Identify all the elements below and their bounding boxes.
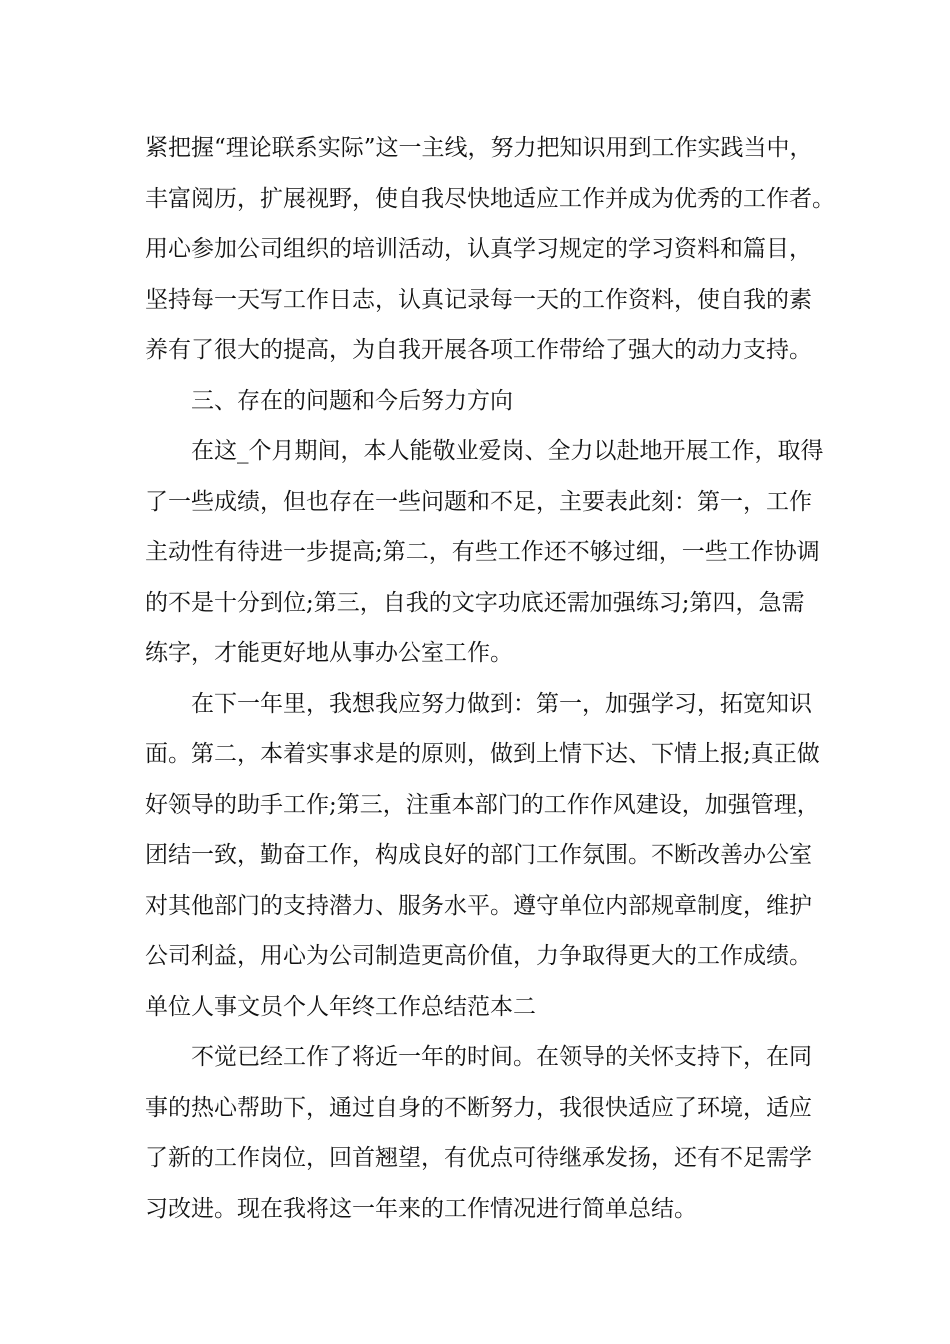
paragraph-line: 在这_个月期间，本人能敬业爱岗、全力以赴地开展工作，取得 [191, 438, 824, 464]
paragraph-line: 养有了很大的提高，为自我开展各项工作带给了强大的动力支持。 [145, 337, 812, 363]
paragraph-line: 不觉已经工作了将近一年的时间。在领导的关怀支持下，在同 [191, 1044, 812, 1070]
paragraph-line: 习改进。现在我将这一年来的工作情况进行简单总结。 [145, 1195, 697, 1222]
paragraph-line: 了新的工作岗位，回首翘望，有优点可待继承发扬，还有不足需学 [145, 1145, 812, 1171]
paragraph-line: 好领导的助手工作;第三，注重本部门的工作作风建设，加强管理， [145, 791, 820, 818]
paragraph-line: 公司利益，用心为公司制造更高价值，力争取得更大的工作成绩。 [145, 943, 812, 969]
paragraph-line: 主动性有待进一步提高;第二，有些工作还不够过细，一些工作协调 [145, 539, 820, 565]
paragraph-line: 了一些成绩，但也存在一些问题和不足，主要表此刻：第一，工作 [145, 488, 812, 515]
paragraph-line: 对其他部门的支持潜力、服务水平。遵守单位内部规章制度，维护 [145, 892, 812, 919]
paragraph-line: 坚持每一天写工作日志，认真记录每一天的工作资料，使自我的素 [145, 286, 812, 313]
paragraph-line: 团结一致，勤奋工作，构成良好的部门工作氛围。不断改善办公室 [145, 842, 812, 868]
section-heading-3: 三、存在的问题和今后努力方向 [191, 387, 513, 414]
paragraph-line: 用心参加公司组织的培训活动，认真学习规定的学习资料和篇目， [145, 236, 812, 262]
document-section-title: 单位人事文员个人年终工作总结范本二 [145, 993, 536, 1020]
document-body [145, 123, 835, 1234]
paragraph-line: 紧把握“理论联系实际”这一主线，努力把知识用到工作实践当中， [145, 135, 813, 161]
paragraph-line: 在下一年里，我想我应努力做到：第一，加强学习，拓宽知识 [191, 690, 812, 717]
paragraph-line: 事的热心帮助下，通过自身的不断努力，我很快适应了环境，适应 [145, 1094, 812, 1121]
paragraph-line: 练字，才能更好地从事办公室工作。 [145, 640, 513, 666]
paragraph-line: 的不是十分到位;第三，自我的文字功底还需加强练习;第四，急需 [145, 589, 805, 616]
paragraph-line: 丰富阅历，扩展视野，使自我尽快地适应工作并成为优秀的工作者。 [145, 185, 835, 212]
paragraph-line: 面。第二，本着实事求是的原则，做到上情下达、下情上报;真正做 [145, 741, 820, 767]
